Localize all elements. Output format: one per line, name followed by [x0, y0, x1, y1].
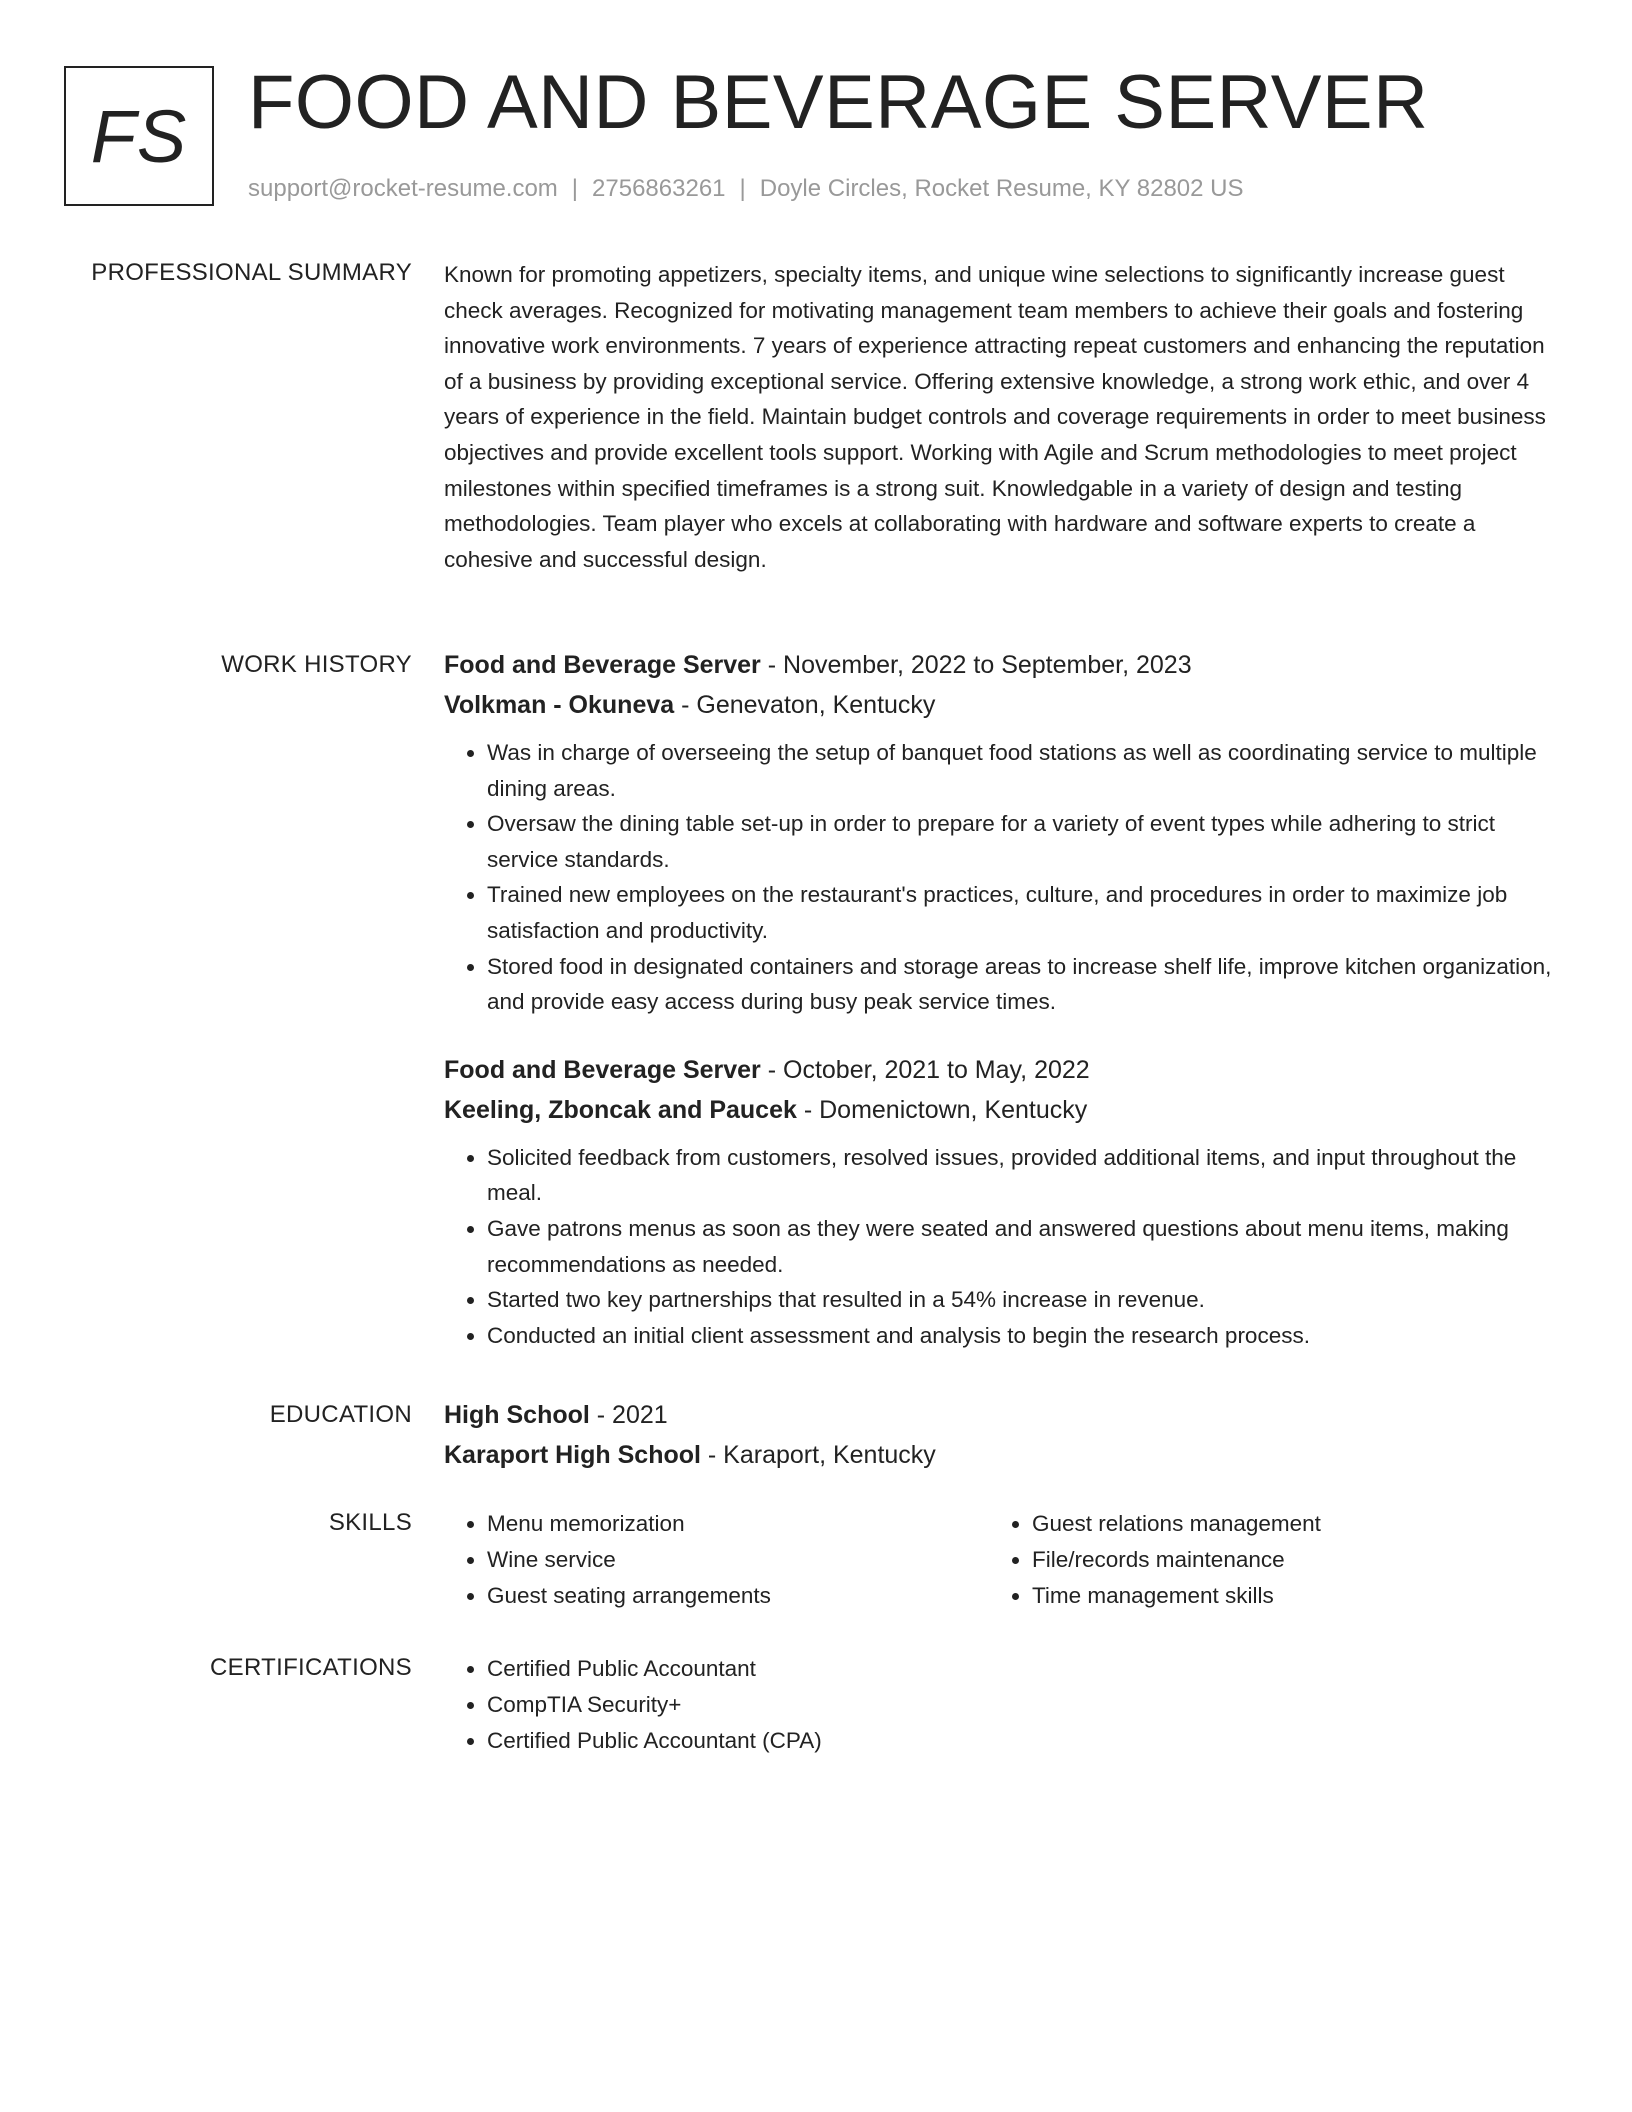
job-dates: - November, 2022 to September, 2023 — [760, 651, 1192, 679]
job-entry — [444, 1050, 1554, 1354]
job-bullet: • Was in charge of overseeing the setup of banquet food stations as well as coordinating service to multiple dining areas. — [487, 735, 1554, 806]
skill-item: • Time management skills — [1032, 1578, 1534, 1614]
education-degree-line — [444, 1395, 1554, 1435]
summary-body — [444, 257, 1554, 577]
skill-item: • Guest seating arrangements — [487, 1578, 989, 1614]
education-year: - 2021 — [589, 1401, 668, 1429]
initials-monogram: FS — [64, 66, 214, 206]
job-bullet: • Oversaw the dining table set-up in order to prepare for a variety of event types while adhering to strict service standards. — [487, 806, 1554, 877]
skill-item: • Guest relations management — [1032, 1506, 1534, 1542]
job-company: Keeling, Zboncak and Paucek — [444, 1095, 797, 1124]
education-school: Karaport High School — [444, 1441, 701, 1469]
job-dates: - October, 2021 to May, 2022 — [760, 1055, 1090, 1084]
skill-item: • File/records maintenance — [1032, 1542, 1534, 1578]
job-bullet: • Gave patrons menus as soon as they were seated and answered questions about menu items, making recommendations as needed. — [487, 1211, 1554, 1282]
contact-email: support@rocket-resume.com — [248, 175, 558, 202]
skills-column-right — [989, 1506, 1534, 1614]
job-title-line — [444, 645, 1554, 685]
job-bullet: • Started two key partnerships that resulted in a 54% increase in revenue. — [487, 1282, 1554, 1318]
education-location: - Karaport, Kentucky — [700, 1441, 936, 1469]
job-bullet: • Solicited feedback from customers, resolved issues, provided additional items, and input throughout the meal. — [487, 1140, 1554, 1211]
resume-title: FOOD AND BEVERAGE SERVER — [248, 60, 1429, 145]
work-history-label: WORK HISTORY — [221, 651, 412, 678]
job-company-line — [444, 1090, 1554, 1130]
contact-separator: | — [571, 175, 579, 202]
certifications-body — [444, 1651, 1554, 1759]
certification-item: • Certified Public Accountant — [487, 1651, 1554, 1687]
contact-address: Doyle Circles, Rocket Resume, KY 82802 US — [759, 175, 1244, 202]
education-label: EDUCATION — [269, 1401, 412, 1428]
education-body — [444, 1395, 1554, 1475]
job-company-line — [444, 685, 1554, 725]
education-degree: High School — [444, 1401, 590, 1429]
job-title-line — [444, 1050, 1554, 1090]
job-bullet: • Stored food in designated containers and storage areas to increase shelf life, improve kitchen organization, and provide easy access during busy peak service times. — [487, 949, 1554, 1020]
job-location: - Genevaton, Kentucky — [674, 691, 936, 719]
job-bullet: • Trained new employees on the restaurant's practices, culture, and procedures in order to maximize job satisfaction and productivity. — [487, 877, 1554, 948]
certifications-list — [444, 1651, 1554, 1759]
skills-grid — [444, 1506, 1554, 1614]
job-location: - Domenictown, Kentucky — [796, 1095, 1088, 1124]
certification-item: • Certified Public Accountant (CPA) — [487, 1723, 1554, 1759]
contact-line — [248, 172, 1244, 206]
job-bullets — [444, 1140, 1554, 1354]
job-bullet: • Conducted an initial client assessment and analysis to begin the research process. — [487, 1318, 1554, 1354]
job-title: Food and Beverage Server — [444, 1055, 761, 1084]
education-school-line — [444, 1435, 1554, 1475]
contact-separator: | — [739, 175, 746, 202]
skills-label: SKILLS — [328, 1509, 412, 1536]
skills-body — [444, 1506, 1554, 1614]
skill-item: • Menu memorization — [487, 1506, 989, 1542]
summary-text: Known for promoting appetizers, specialty items, and unique wine selections to significantly increase guest check averages. Recognized for motivating management team members to achieve their goals and fostering innovative work environments. 7 years of experience attracting repeat customers and enhancing the reputation of a business by providing exceptional service. Offering extensive knowledge, a strong work ethic, and over 4 years of experience in the field. Maintain budget controls and coverage requirements in order to meet business objectives and provide excellent tools support. Working with Agile and Scrum methodologies to meet project milestones within specified timeframes is a strong suit. Knowledgable in a variety of design and testing methodologies. Team player who excels at collaborating with hardware and software experts to create a cohesive and successful design. — [444, 262, 1546, 572]
summary-label: PROFESSIONAL SUMMARY — [91, 259, 412, 286]
work-history-body — [444, 645, 1554, 1383]
skills-column-left — [444, 1506, 989, 1614]
job-title: Food and Beverage Server — [444, 651, 761, 679]
contact-phone: 2756863261 — [592, 175, 726, 202]
skills-list — [989, 1506, 1534, 1614]
certifications-label: CERTIFICATIONS — [210, 1654, 412, 1681]
skills-list — [444, 1506, 989, 1614]
skill-item: • Wine service — [487, 1542, 989, 1578]
job-entry — [444, 645, 1554, 1020]
certification-item: • CompTIA Security+ — [487, 1687, 1554, 1723]
job-company: Volkman - Okuneva — [444, 691, 675, 719]
job-bullets — [444, 735, 1554, 1020]
